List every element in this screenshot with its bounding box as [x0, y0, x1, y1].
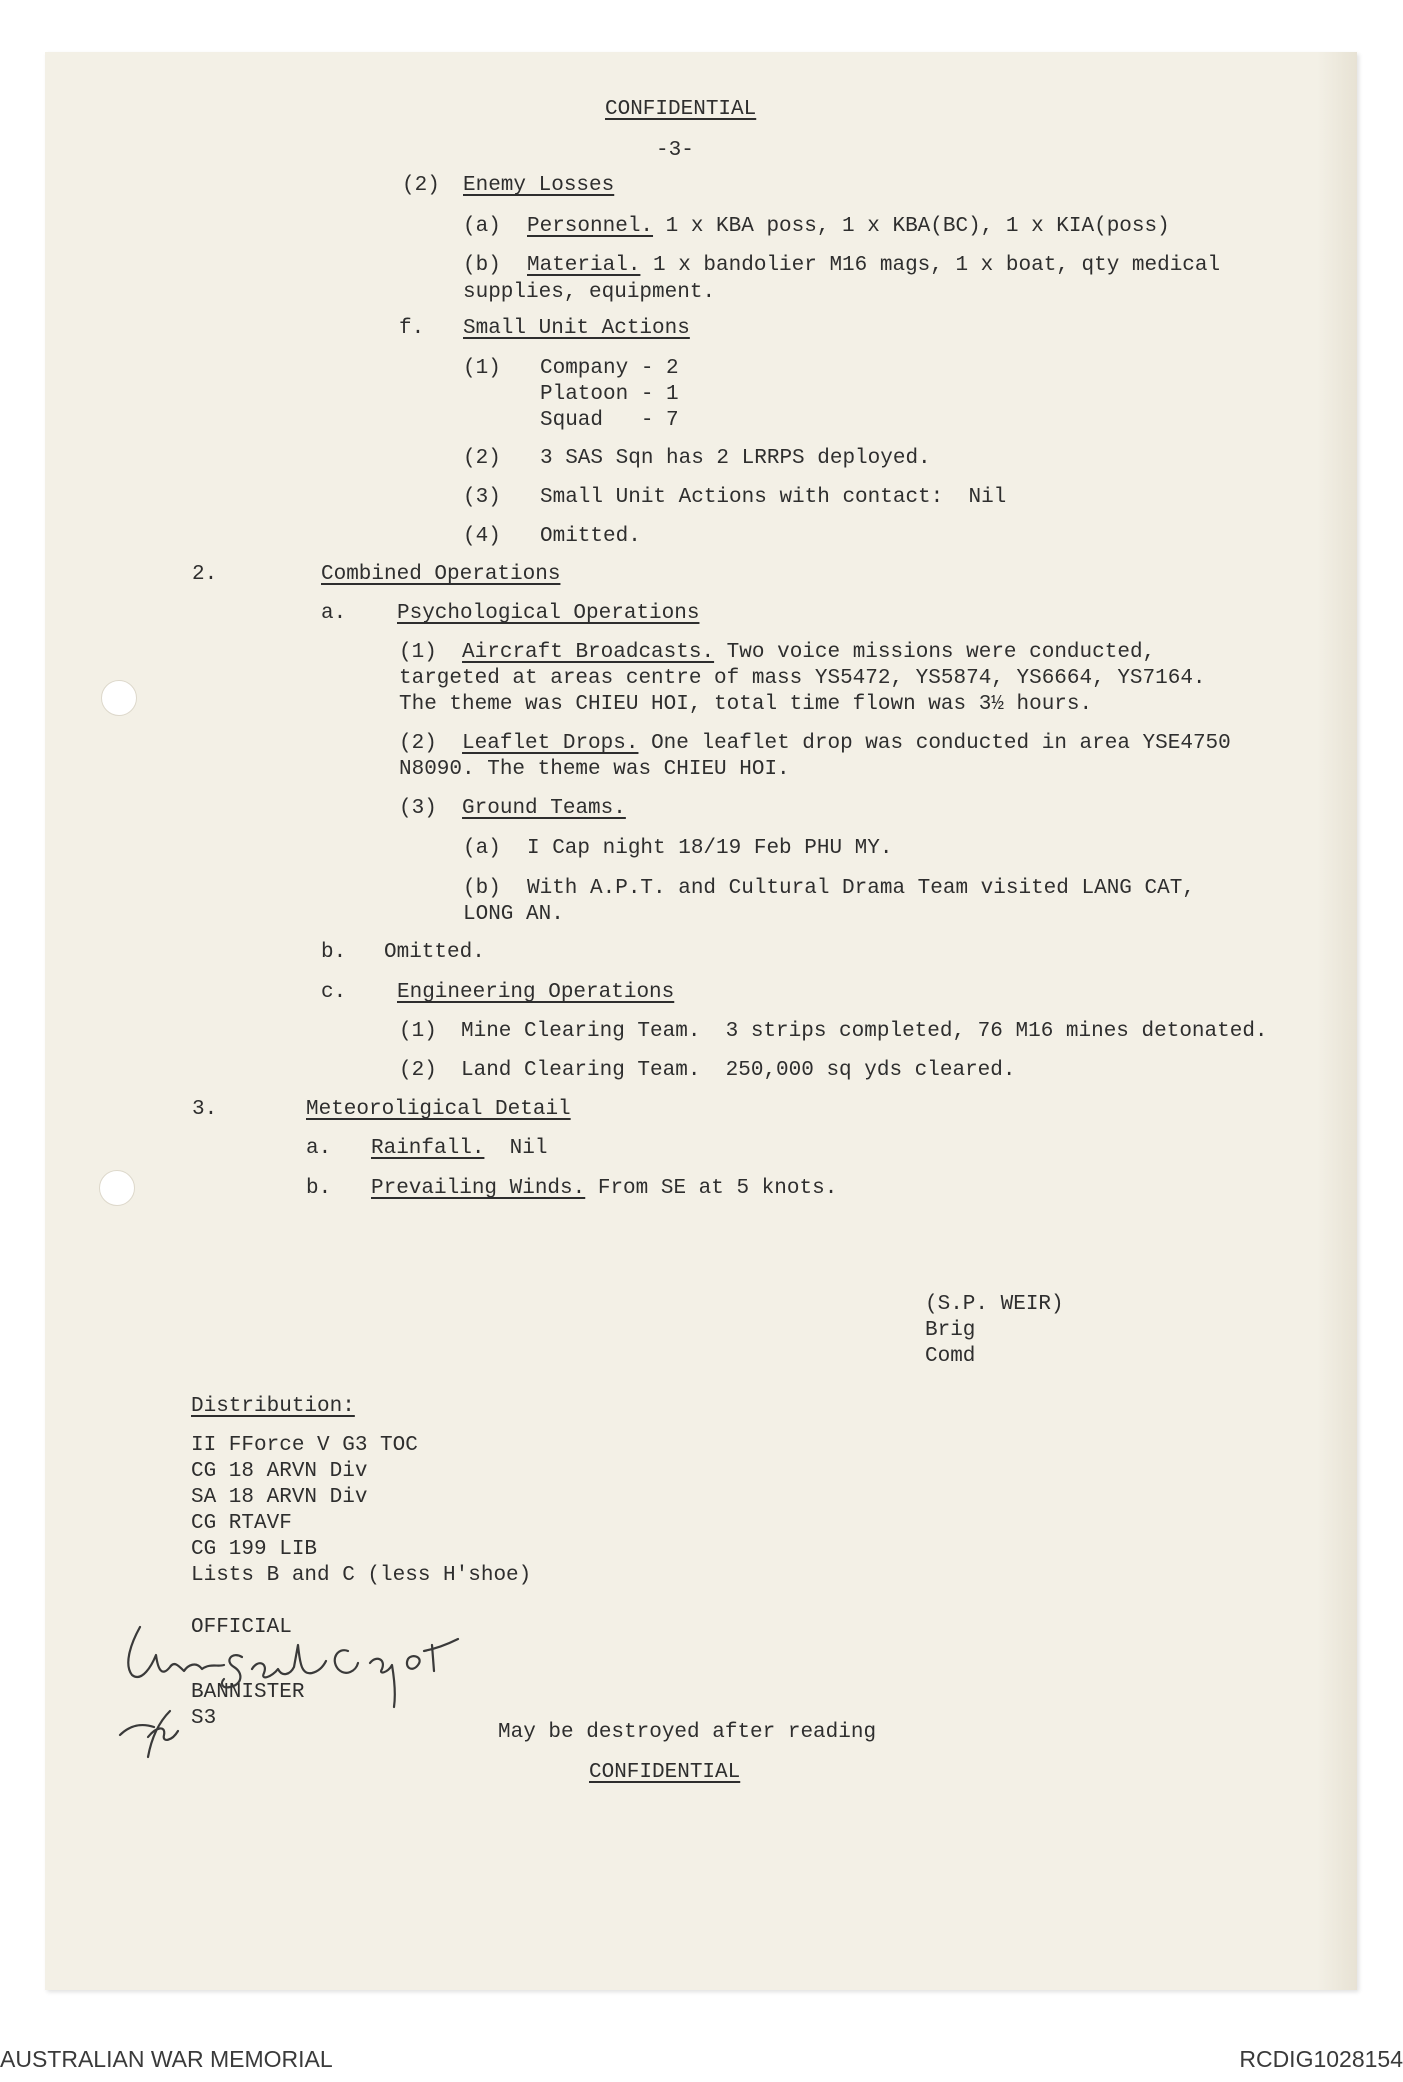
met-number: 3. [192, 1098, 218, 1121]
distribution-item: SA 18 ARVN Div [191, 1486, 368, 1509]
material-title: Material. [527, 254, 641, 277]
ground-teams-b-text: With A.P.T. and Cultural Drama Team visited LANG CAT, [527, 877, 1195, 900]
land-clearing-text: Land Clearing Team. 250,000 sq yds cleared. [461, 1059, 1016, 1082]
sua-4-text: Omitted. [540, 525, 641, 548]
combined-ops-heading: Combined Operations [321, 563, 561, 586]
signatory-role: Comd [925, 1345, 976, 1368]
sua-platoon: Platoon - 1 [540, 383, 679, 406]
met-heading: Meteoroligical Detail [306, 1098, 571, 1121]
eng-1-number: (1) [399, 1020, 437, 1043]
combined-b-text: Omitted. [384, 941, 485, 964]
psyops-label: a. [321, 602, 347, 625]
psyops-3-line [399, 796, 626, 822]
distribution-item: CG RTAVF [191, 1512, 292, 1535]
leaflet-drops-title: Leaflet Drops. [462, 732, 639, 755]
mine-clearing-text: Mine Clearing Team. 3 strips completed, 76 M16 mines detonated. [461, 1020, 1268, 1043]
winds-line [371, 1176, 837, 1202]
material-line [527, 253, 1220, 279]
engineering-heading: Engineering Operations [397, 981, 675, 1004]
winds-text: From SE at 5 knots. [585, 1177, 838, 1200]
winds-title: Prevailing Winds. [371, 1177, 586, 1200]
punch-hole-bottom [99, 1170, 135, 1206]
sua-1-number: (1) [463, 357, 501, 380]
material-text: 1 x bandolier M16 mags, 1 x boat, qty medical [640, 254, 1221, 277]
punch-hole-top [101, 680, 137, 716]
sua-3-text: Small Unit Actions with contact: Nil [540, 486, 1007, 509]
header-classification: CONFIDENTIAL [605, 98, 757, 121]
ground-teams-b-line2: LONG AN. [463, 903, 564, 926]
sua-squad: Squad - 7 [540, 409, 679, 432]
sua-2-number: (2) [463, 447, 501, 470]
enemy-losses-heading: Enemy Losses [463, 174, 615, 197]
personnel-line [527, 214, 1170, 240]
distribution-item: II FForce V G3 TOC [191, 1434, 418, 1457]
page-number: -3- [656, 139, 694, 162]
combined-b-label: b. [321, 941, 347, 964]
aircraft-broadcasts-text: Two voice missions were conducted, [714, 641, 1156, 664]
psyops-heading: Psychological Operations [397, 602, 700, 625]
personnel-title: Personnel. [527, 215, 654, 238]
leaflet-drops-line2: N8090. The theme was CHIEU HOI. [399, 758, 790, 781]
rainfall-text: Nil [484, 1137, 548, 1160]
rainfall-label: a. [306, 1137, 332, 1160]
aircraft-broadcasts-line3: The theme was CHIEU HOI, total time flown was 3½ hours. [399, 693, 1093, 716]
psyops-1-line [399, 640, 1155, 666]
destroy-note: May be destroyed after reading [498, 1721, 877, 1744]
distribution-heading: Distribution: [191, 1395, 355, 1418]
distribution-item: CG 18 ARVN Div [191, 1460, 368, 1483]
psyops-1-number: (1) [399, 641, 437, 664]
sua-company: Company - 2 [540, 357, 679, 380]
ground-teams-a-label: (a) [463, 837, 501, 860]
personnel-text: 1 x KBA poss, 1 x KBA(BC), 1 x KIA(poss) [653, 215, 1170, 238]
official-name: BANNISTER [191, 1681, 305, 1704]
official-label: OFFICIAL [191, 1616, 292, 1639]
psyops-2-number: (2) [399, 732, 437, 755]
distribution-item: CG 199 LIB [191, 1538, 318, 1561]
handwritten-signature [112, 1615, 512, 1765]
aircraft-broadcasts-title: Aircraft Broadcasts. [462, 641, 715, 664]
paper-edge-shading [1317, 52, 1357, 1990]
aircraft-broadcasts-line2: targeted at areas centre of mass YS5472, YS5874, YS6664, YS7164. [399, 667, 1206, 690]
psyops-2-line [399, 731, 1231, 757]
small-unit-label: f. [399, 317, 425, 340]
rainfall-title: Rainfall. [371, 1137, 485, 1160]
sua-3-number: (3) [463, 486, 501, 509]
material-label: (b) [463, 254, 501, 277]
enemy-losses-number: (2) [402, 174, 440, 197]
footer-classification: CONFIDENTIAL [589, 1761, 741, 1784]
psyops-3-number: (3) [399, 797, 437, 820]
sua-2-text: 3 SAS Sqn has 2 LRRPS deployed. [540, 447, 931, 470]
distribution-item: Lists B and C (less H'shoe) [191, 1564, 532, 1587]
personnel-label: (a) [463, 215, 501, 238]
archive-source: AUSTRALIAN WAR MEMORIAL [0, 2046, 333, 2072]
sua-4-number: (4) [463, 525, 501, 548]
material-cont: supplies, equipment. [463, 281, 716, 304]
archive-id: RCDIG1028154 [1239, 2046, 1403, 2072]
small-unit-heading: Small Unit Actions [463, 317, 690, 340]
engineering-label: c. [321, 981, 347, 1004]
winds-label: b. [306, 1177, 332, 1200]
official-role: S3 [191, 1707, 217, 1730]
ground-teams-title: Ground Teams. [462, 797, 626, 820]
rainfall-line [371, 1136, 547, 1162]
signatory-rank: Brig [925, 1319, 976, 1342]
combined-ops-number: 2. [192, 563, 218, 586]
ground-teams-a-text: I Cap night 18/19 Feb PHU MY. [527, 837, 893, 860]
signatory-name: (S.P. WEIR) [925, 1293, 1064, 1316]
ground-teams-b-label: (b) [463, 877, 501, 900]
eng-2-number: (2) [399, 1059, 437, 1082]
leaflet-drops-text: One leaflet drop was conducted in area YSE4750 [638, 732, 1231, 755]
